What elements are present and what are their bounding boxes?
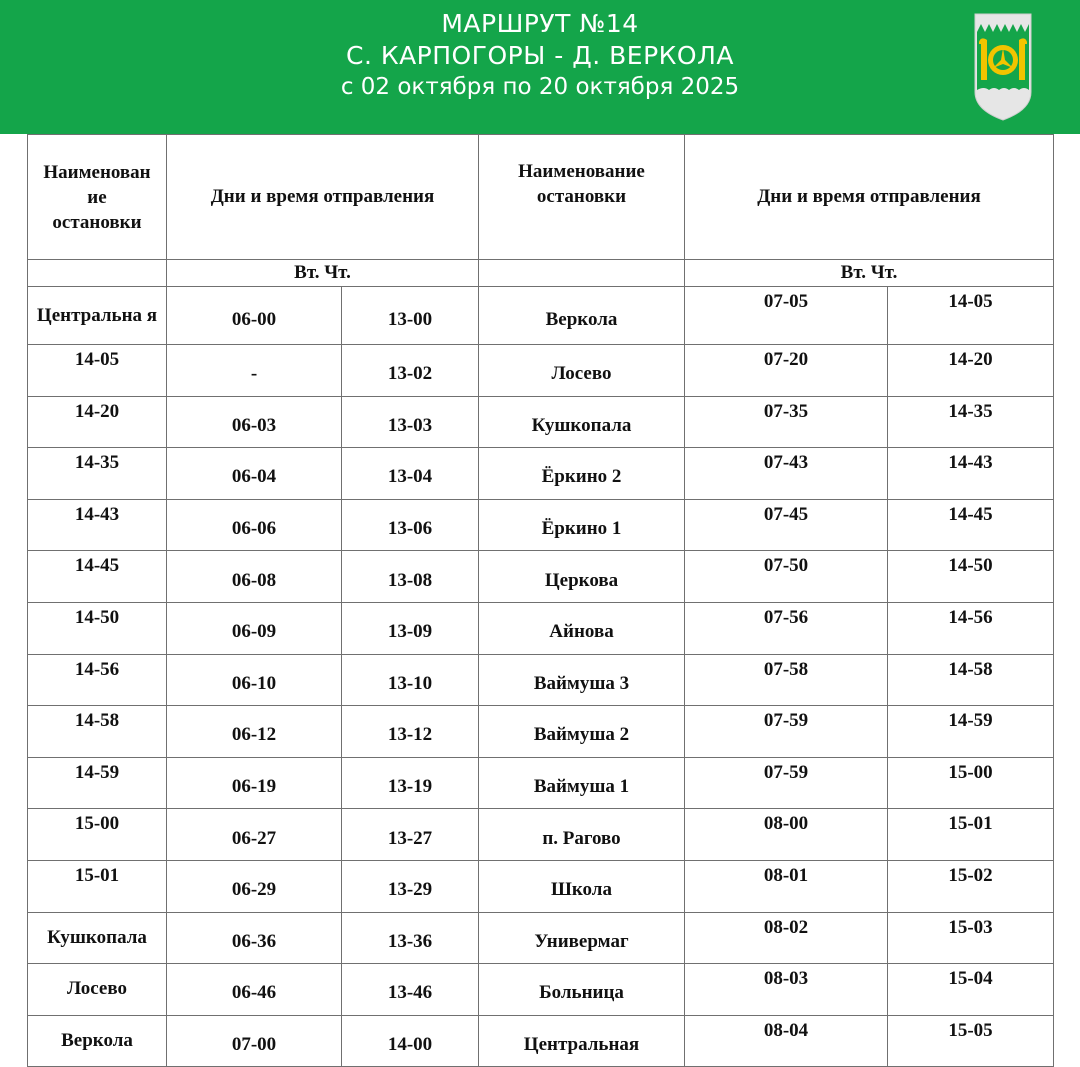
left-time-2: 13-02	[342, 345, 479, 397]
right-times-header: Дни и время отправления	[685, 135, 1054, 260]
table-row	[28, 448, 1054, 500]
right-time-2: 14-05	[888, 287, 1054, 345]
right-stop-cell: Ваймуша 3	[479, 654, 685, 706]
left-time-1: 06-00	[167, 287, 342, 345]
right-stop-cell: Церкова	[479, 551, 685, 603]
right-stop-cell: Лосево	[479, 345, 685, 397]
right-time-2: 14-50	[888, 551, 1054, 603]
left-time-1: 06-03	[167, 396, 342, 448]
right-time-2: 15-03	[888, 912, 1054, 964]
table-row	[28, 287, 1054, 345]
right-time-1: 08-04	[685, 1015, 888, 1067]
right-time-2: 14-20	[888, 345, 1054, 397]
left-time-2: 13-04	[342, 448, 479, 500]
left-time-1: 06-04	[167, 448, 342, 500]
right-time-1: 08-02	[685, 912, 888, 964]
left-stop-cell: 14-56	[28, 654, 167, 706]
table-row	[28, 499, 1054, 551]
left-stop-cell: 14-20	[28, 396, 167, 448]
left-time-2: 13-12	[342, 706, 479, 758]
right-time-2: 15-01	[888, 809, 1054, 861]
right-days: Вт. Чт.	[685, 260, 1054, 287]
left-stop-cell: 14-50	[28, 602, 167, 654]
right-time-2: 14-45	[888, 499, 1054, 551]
left-time-2: 13-36	[342, 912, 479, 964]
right-time-1: 08-01	[685, 860, 888, 912]
right-stop-cell: Больница	[479, 964, 685, 1016]
left-time-1: 06-19	[167, 757, 342, 809]
right-time-1: 08-00	[685, 809, 888, 861]
schedule-rows	[28, 287, 1054, 1067]
left-time-1: 06-36	[167, 912, 342, 964]
left-time-2: 14-00	[342, 1015, 479, 1067]
left-time-1: 06-46	[167, 964, 342, 1016]
right-time-1: 08-03	[685, 964, 888, 1016]
table-row	[28, 1015, 1054, 1067]
right-stop-header	[479, 135, 685, 260]
left-stop-cell: Лосево	[28, 964, 167, 1016]
left-stop-cell: 14-43	[28, 499, 167, 551]
right-time-2: 15-05	[888, 1015, 1054, 1067]
table-row	[28, 602, 1054, 654]
left-days: Вт. Чт.	[167, 260, 479, 287]
table-row	[28, 345, 1054, 397]
left-time-1: 06-12	[167, 706, 342, 758]
empty-cell	[28, 260, 167, 287]
right-time-2: 14-35	[888, 396, 1054, 448]
right-time-2: 15-00	[888, 757, 1054, 809]
right-stop-cell: Школа	[479, 860, 685, 912]
right-time-2: 14-56	[888, 602, 1054, 654]
left-time-1: 06-29	[167, 860, 342, 912]
right-stop-cell: Универмаг	[479, 912, 685, 964]
left-time-1: 06-08	[167, 551, 342, 603]
left-time-2: 13-19	[342, 757, 479, 809]
left-time-2: 13-06	[342, 499, 479, 551]
table-row	[28, 809, 1054, 861]
left-time-1: 06-09	[167, 602, 342, 654]
right-stop-cell: Айнова	[479, 602, 685, 654]
left-time-2: 13-27	[342, 809, 479, 861]
table-header-row	[28, 135, 1054, 260]
left-time-1: 06-27	[167, 809, 342, 861]
right-stop-cell: Ваймуша 2	[479, 706, 685, 758]
right-time-1: 07-05	[685, 287, 888, 345]
right-time-1: 07-58	[685, 654, 888, 706]
header-line: остановки	[52, 211, 142, 233]
left-stop-cell: 15-01	[28, 860, 167, 912]
table-row	[28, 654, 1054, 706]
right-stop-cell: п. Рагово	[479, 809, 685, 861]
header-line: Наименование	[518, 161, 645, 182]
left-times-header: Дни и время отправления	[167, 135, 479, 260]
right-time-2: 14-43	[888, 448, 1054, 500]
header-line: ие	[87, 186, 107, 208]
right-stop-cell: Ёркино 1	[479, 499, 685, 551]
left-time-2: 13-09	[342, 602, 479, 654]
right-time-1: 07-43	[685, 448, 888, 500]
left-stop-cell: Веркола	[28, 1015, 167, 1067]
table-row	[28, 396, 1054, 448]
header-line: Наименован	[43, 161, 151, 183]
days-row	[28, 260, 1054, 287]
route-title: МАРШРУТ №14	[441, 9, 639, 38]
left-time-2: 13-46	[342, 964, 479, 1016]
table-row	[28, 757, 1054, 809]
schedule-table	[27, 134, 1054, 1067]
left-time-1: -	[167, 345, 342, 397]
right-time-1: 07-56	[685, 602, 888, 654]
left-stop-cell: Центральна я	[28, 287, 167, 345]
left-stop-cell: 14-59	[28, 757, 167, 809]
right-time-2: 15-04	[888, 964, 1054, 1016]
right-time-1: 07-59	[685, 706, 888, 758]
left-time-2: 13-29	[342, 860, 479, 912]
empty-cell	[479, 260, 685, 287]
banner-text	[0, 8, 1080, 102]
header-line: остановки	[536, 186, 627, 207]
left-stop-cell: 14-05	[28, 345, 167, 397]
left-stop-cell: 14-45	[28, 551, 167, 603]
left-stop-cell: 14-35	[28, 448, 167, 500]
left-time-2: 13-03	[342, 396, 479, 448]
right-time-1: 07-20	[685, 345, 888, 397]
left-time-2: 13-10	[342, 654, 479, 706]
left-time-2: 13-00	[342, 287, 479, 345]
table-row	[28, 912, 1054, 964]
right-time-1: 07-50	[685, 551, 888, 603]
right-stop-cell: Ваймуша 1	[479, 757, 685, 809]
right-time-1: 07-45	[685, 499, 888, 551]
right-time-2: 14-58	[888, 654, 1054, 706]
right-time-2: 14-59	[888, 706, 1054, 758]
left-time-1: 06-06	[167, 499, 342, 551]
left-stop-cell: 15-00	[28, 809, 167, 861]
table-row	[28, 860, 1054, 912]
right-stop-cell: Центральная	[479, 1015, 685, 1067]
right-stop-cell: Кушкопала	[479, 396, 685, 448]
left-stop-cell: Кушкопала	[28, 912, 167, 964]
left-time-1: 06-10	[167, 654, 342, 706]
right-time-1: 07-35	[685, 396, 888, 448]
left-stop-header	[28, 135, 167, 260]
table-row	[28, 551, 1054, 603]
left-time-1: 07-00	[167, 1015, 342, 1067]
left-stop-cell: 14-58	[28, 706, 167, 758]
left-time-2: 13-08	[342, 551, 479, 603]
right-time-1: 07-59	[685, 757, 888, 809]
header-banner	[0, 0, 1080, 134]
right-time-2: 15-02	[888, 860, 1054, 912]
validity-period: с 02 октября по 20 октября 2025	[340, 74, 740, 100]
route-name: С. КАРПОГОРЫ - Д. ВЕРКОЛА	[345, 41, 734, 70]
table-row	[28, 964, 1054, 1016]
table-row	[28, 706, 1054, 758]
municipal-coat-of-arms-icon	[972, 12, 1034, 122]
right-stop-cell: Веркола	[479, 287, 685, 345]
right-stop-cell: Ёркино 2	[479, 448, 685, 500]
